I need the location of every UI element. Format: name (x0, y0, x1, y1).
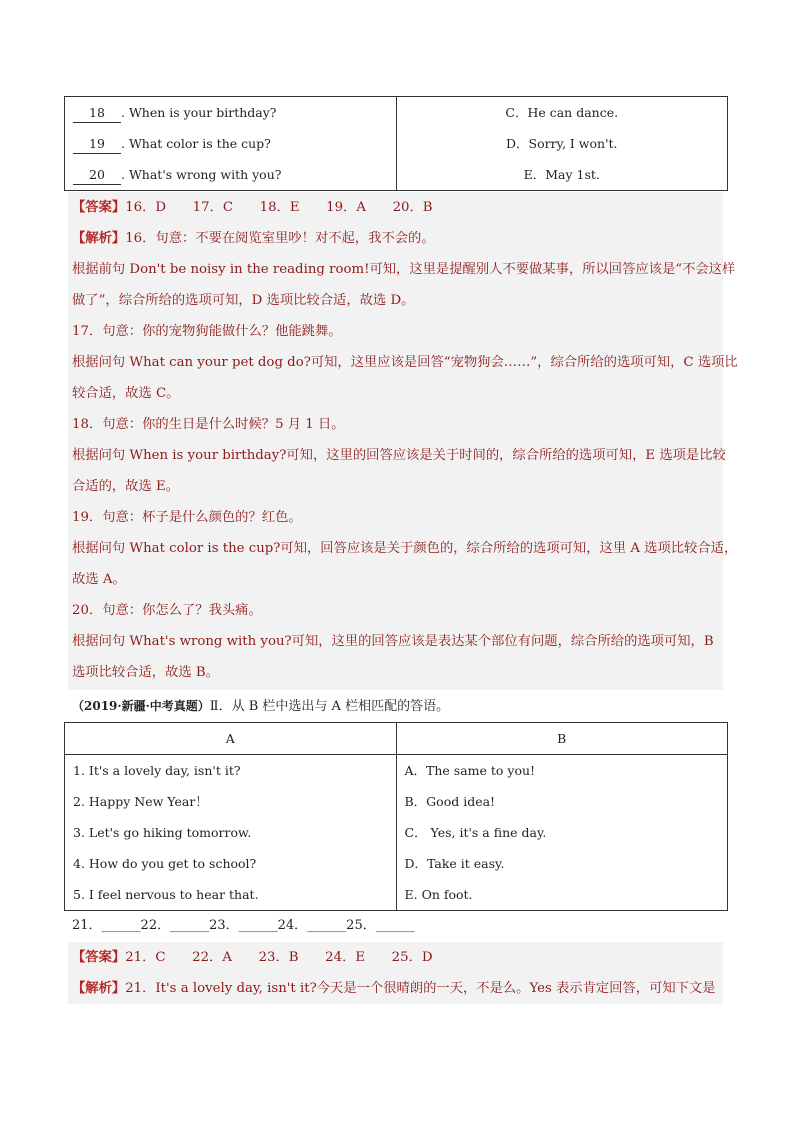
option-text: E．May 1st. (523, 167, 600, 182)
answer-line-2 (72, 942, 722, 973)
analysis-text: 21．It's a lovely day, isn't it?今天是一个很晴朗的一天，不是么。Yes 表示肯定回答，可知下文是 (125, 981, 716, 996)
analysis-line: 根据问句 When is your birthday?可知，这里的回答应该是关于时间的，综合所给的选项可知，E 选项是比较 (72, 448, 726, 463)
question-text: . What color is the cup? (121, 136, 271, 151)
analysis-label: 【解析】 (72, 981, 126, 996)
analysis-line: 故选 A。 (72, 572, 126, 587)
analysis-line: 20．句意：你怎么了？我头痛。 (72, 603, 262, 618)
analysis-line (72, 973, 722, 1004)
analysis-line: 较合适，故选 C。 (72, 386, 180, 401)
table1-right-column (396, 97, 728, 191)
answer-line-1 (72, 192, 722, 223)
table2-left-column (65, 755, 397, 911)
analysis-line: 根据问句 What color is the cup?可知，回答应该是关于颜色的，综合所给的选项可知，这里 A 选项比较合适， (72, 541, 738, 556)
question-text: 3. Let's go hiking tomorrow. (73, 825, 252, 840)
answer-text: 21．C 22．A 23．B 24．E 25．D (125, 950, 433, 965)
analysis-line (72, 223, 722, 254)
option-text: C．He can dance. (505, 105, 619, 120)
question-source: （2019·新疆·中考真题） (72, 699, 210, 713)
option-text: E. On foot. (404, 887, 473, 902)
table1-left-column (65, 97, 397, 191)
table2-right-column (396, 755, 728, 911)
matching-table-2 (64, 722, 728, 911)
section-heading (72, 692, 449, 721)
column-header-b: B (396, 723, 728, 755)
analysis-line: 18．句意：你的生日是什么时候？5 月 1 日。 (72, 417, 345, 432)
option-text: D．Sorry, I won't. (505, 136, 618, 151)
option-text: A．The same to you! (404, 763, 536, 778)
option-text: D．Take it easy. (404, 856, 505, 871)
table1-left-row (65, 97, 396, 128)
analysis-line: 19．句意：杯子是什么颜色的？红色。 (72, 510, 302, 525)
analysis-line: 做了”，综合所给的选项可知，D 选项比较合适，故选 D。 (72, 293, 415, 308)
question-text: 2. Happy New Year！ (73, 794, 208, 809)
analysis-line: 根据问句 What can your pet dog do?可知，这里应该是回答“宠物狗会……”，综合所给的选项可知，C 选项比 (72, 355, 738, 370)
analysis-line: 17．句意：你的宠物狗能做什么？他能跳舞。 (72, 324, 342, 339)
question-text: 4. How do you get to school? (73, 856, 257, 871)
answer-blank: 19 (73, 135, 121, 154)
answer-blanks: 21．______22．______23．______24．______25．______ (72, 918, 415, 933)
analysis-line: 根据前句 Don't be noisy in the reading room!可知，这里是提醒别人不要做某事，所以回答应该是“不会这样 (72, 262, 736, 277)
answer-label: 【答案】 (72, 950, 126, 965)
table1-left-row (65, 128, 396, 159)
question-text: 1. It's a lovely day, isn't it? (73, 763, 241, 778)
answer-label: 【答案】 (72, 200, 126, 215)
section-title: Ⅱ．从 B 栏中选出与 A 栏相匹配的答语。 (209, 699, 450, 714)
option-text: B．Good idea! (404, 794, 496, 809)
option-text: C． Yes, it's a fine day. (404, 825, 547, 840)
answer-text: 16．D 17．C 18．E 19．A 20．B (125, 200, 433, 215)
analysis-line: 合适的，故选 E。 (72, 479, 180, 494)
answer-blank: 20 (73, 166, 121, 185)
analysis-label: 【解析】 (72, 231, 126, 246)
question-text: . When is your birthday? (121, 105, 277, 120)
question-text: 5. I feel nervous to hear that. (73, 887, 259, 902)
table1-left-row (65, 159, 396, 190)
analysis-line: 选项比较合适，故选 B。 (72, 665, 219, 680)
matching-table-1 (64, 96, 728, 191)
answer-blank: 18 (73, 104, 121, 123)
analysis-line: 根据问句 What's wrong with you?可知，这里的回答应该是表达某个部位有问题，综合所给的选项可知，B (72, 634, 714, 649)
analysis-text: 16．句意：不要在阅览室里吵！对不起，我不会的。 (125, 231, 435, 246)
column-header-a: A (65, 723, 397, 755)
question-text: . What's wrong with you? (121, 167, 282, 182)
